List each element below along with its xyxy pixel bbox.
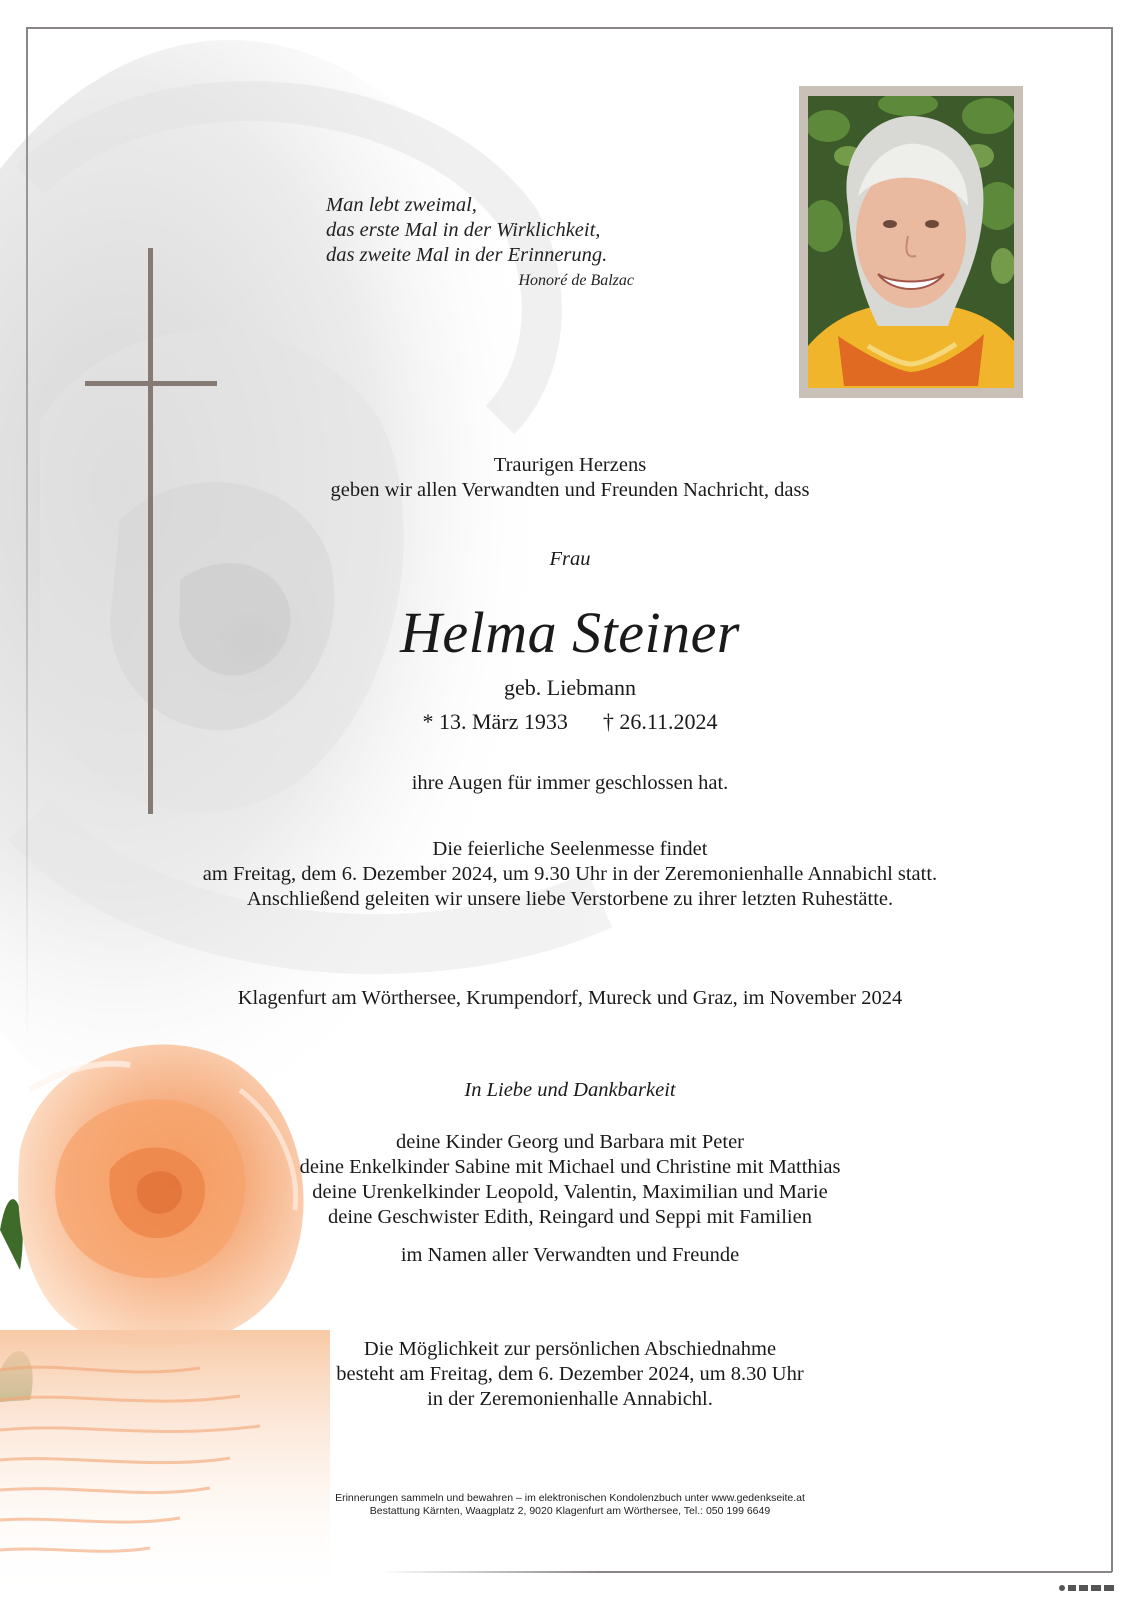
mourner-line: deine Geschwister Edith, Reingard und Seppi mit Familien (328, 1206, 812, 1228)
cross-horizontal-bar (85, 381, 217, 386)
mourner-line: deine Urenkelkinder Leopold, Valentin, Maximilian und Marie (312, 1181, 828, 1203)
mourners-closing: im Namen aller Verwandten und Freunde (400, 1244, 740, 1266)
quote-line: Man lebt zweimal, (326, 194, 477, 216)
death-date: † 26.11.2024 (602, 709, 718, 734)
birth-name: geb. Liebmann (504, 675, 636, 700)
mourner-line: deine Kinder Georg und Barbara mit Peter (395, 1131, 744, 1153)
frame-right-line (1111, 27, 1113, 1572)
farewell-line: besteht am Freitag, dem 6. Dezember 2024, um 8.30 Uhr (336, 1363, 804, 1385)
quote-line: das erste Mal in der Wirklichkeit, (326, 219, 601, 241)
footer-line2: Bestattung Kärnten, Waagplatz 2, 9020 Klagenfurt am Wörthersee, Tel.: 050 199 6649 (369, 1505, 771, 1517)
quote-author: Honoré de Balzac (518, 272, 634, 289)
ceremony-line: Anschließend geleiten wir unsere liebe Verstorbene zu ihrer letzten Ruhestätte. (246, 888, 894, 910)
portrait-photo (808, 96, 1014, 388)
announcement-line2: geben wir allen Verwandten und Freunden Nachricht, dass (330, 479, 810, 501)
ceremony-line: Die feierliche Seelenmesse findet (432, 838, 708, 860)
farewell-line: in der Zeremonienhalle Annabichl. (427, 1388, 713, 1410)
birth-date: * 13. März 1933 (422, 709, 568, 734)
footer (250, 1492, 890, 1518)
mourners-heading: In Liebe und Dankbarkeit (464, 1079, 676, 1101)
publisher-logo (1058, 1582, 1116, 1594)
quote-line: das zweite Mal in der Erinnerung. (326, 244, 608, 266)
farewell-line: Die Möglichkeit zur persönlichen Abschiednahme (363, 1338, 777, 1360)
place-date: Klagenfurt am Wörthersee, Krumpendorf, Mureck und Graz, im November 2024 (237, 987, 903, 1009)
frame-bottom-line (380, 1571, 1112, 1573)
deceased-name: Helma Steiner (400, 600, 740, 665)
frame-top-line (26, 27, 1112, 29)
footer-line1: Erinnerungen sammeln und bewahren – im elektronischen Kondolenzbuch unter www.gedenkseite.at (335, 1492, 805, 1504)
salutation: Frau (549, 548, 591, 570)
mourner-line: deine Enkelkinder Sabine mit Michael und Christine mit Matthias (299, 1156, 841, 1178)
frame-left-line (26, 27, 28, 1047)
quote-text (326, 193, 656, 268)
announcement-line1: Traurigen Herzens (493, 454, 647, 476)
life-dates (150, 708, 990, 736)
ceremony-line: am Freitag, dem 6. Dezember 2024, um 9.30 Uhr in der Zeremonienhalle Annabichl statt. (202, 863, 938, 885)
closing-line: ihre Augen für immer geschlossen hat. (411, 772, 729, 794)
